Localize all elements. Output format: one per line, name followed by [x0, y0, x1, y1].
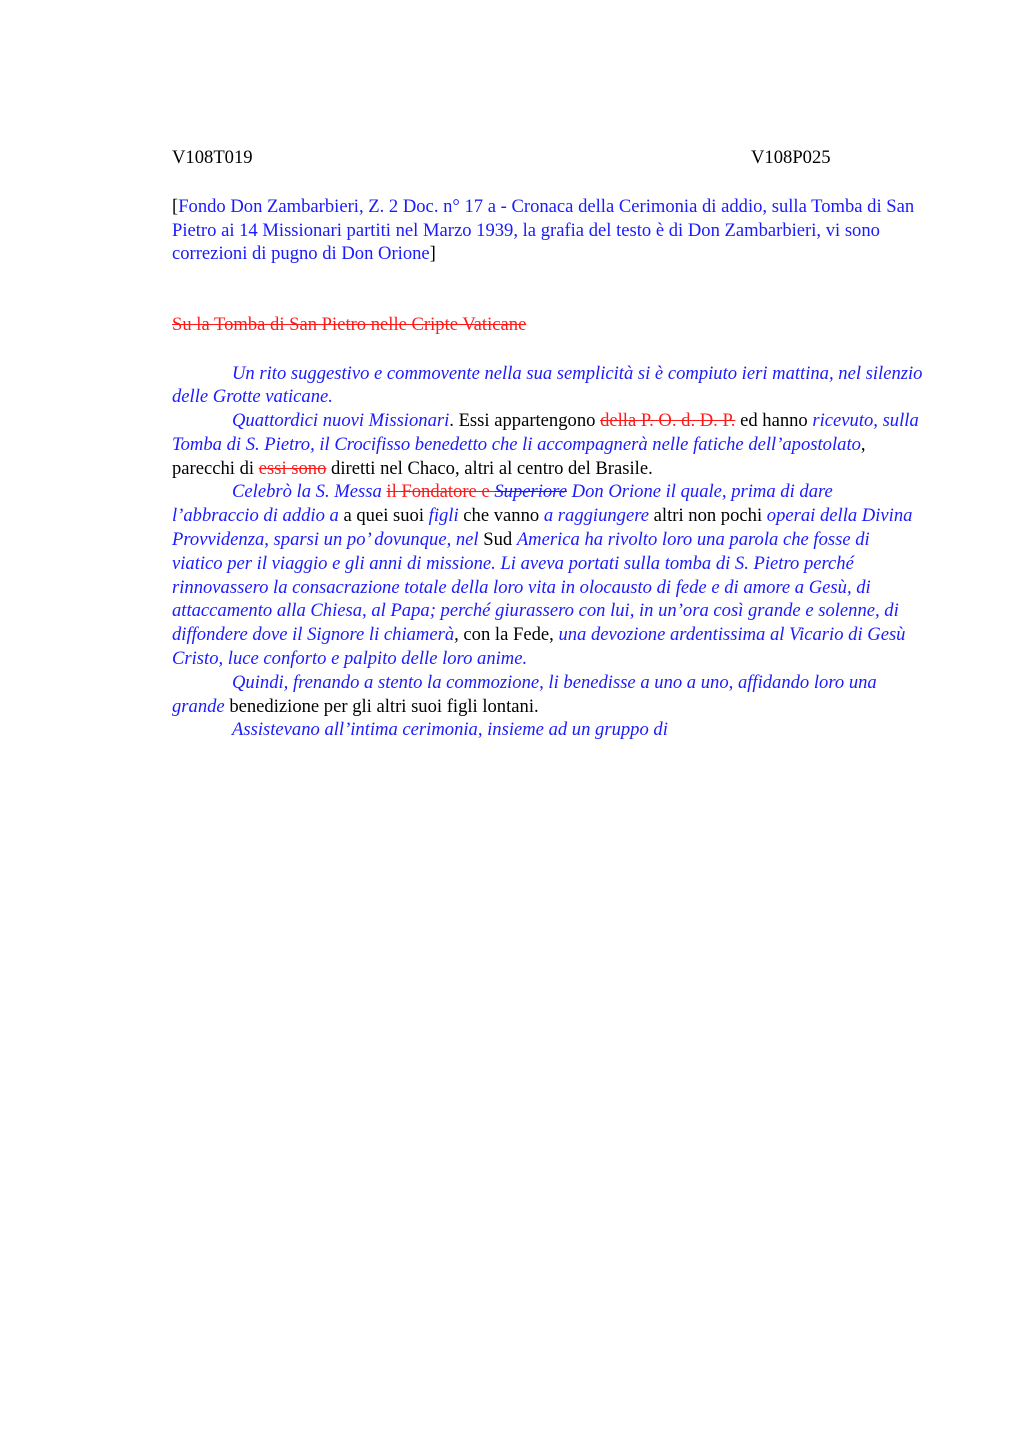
text-span: diretti nel Chaco, altri al centro del Brasile. — [326, 457, 653, 479]
struck-title: Su la Tomba di San Pietro nelle Cripte Vaticane — [172, 313, 527, 335]
text-span: Quindi, frenando a stento la commozione, li benedisse a uno a uno, affidando loro una grande — [172, 671, 877, 717]
text-span: Assistevano all’intima cerimonia, insieme ad un gruppo di — [232, 719, 668, 741]
paragraph-4 — [172, 671, 924, 719]
text-span: , con la Fede, — [454, 624, 559, 646]
paragraph-3 — [172, 480, 924, 670]
text-span: Celebrò la S. Messa — [232, 481, 387, 503]
archive-note-text: Fondo Don Zambarbieri, Z. 2 Doc. n° 17 a - Cronaca della Cerimonia di addio, sulla Tomba di San Pietro ai 14 Missionari partiti nel Marzo 1939, la grafia del testo è di Don Zambarbieri, vi sono correzioni di pugno di Don Orione — [172, 196, 915, 264]
document-title — [172, 313, 924, 337]
struck-text: Superiore — [494, 481, 567, 503]
text-span: che vanno — [458, 505, 544, 527]
text-span: operai della Divina Provvidenza, sparsi un po’ dovunque, nel — [172, 505, 913, 551]
paragraph-2 — [172, 409, 924, 480]
open-bracket: [ — [172, 196, 179, 217]
text-span: ed hanno — [735, 410, 813, 432]
page-code: V108P025 — [751, 147, 831, 168]
text-span: Un rito suggestivo e commovente nella sua semplicità si è compiuto ieri mattina, nel silenzio delle Grotte vaticane. — [172, 362, 923, 408]
text-span: America ha rivolto loro una parola che fosse di viatico per il viaggio e gli anni di missione. Li aveva portati sulla tomba di S. Pietro perché rinnovassero la consacrazione totale della loro vita in olocausto di fede e di amore a Gesù, di attaccamento alla Chiesa, al Papa; perché giurassero con lui, in un’ora così grande e solenne, di diffondere dove il Signore li chiamerà — [172, 529, 899, 646]
text-span: . Essi appartengono — [449, 410, 601, 432]
text-span: , parecchi di — [172, 433, 866, 479]
struck-text: della P. O. d. D. P. — [600, 410, 736, 432]
text-code: V108T019 — [172, 147, 253, 168]
paragraph-1 — [172, 362, 924, 410]
archive-note — [172, 195, 924, 266]
text-span: figli — [428, 505, 459, 527]
document-body — [172, 362, 924, 743]
document-page — [172, 145, 924, 742]
text-span: Don Orione il quale, prima di dare l’abbraccio di addio a — [172, 481, 833, 527]
struck-text: essi sono — [258, 457, 327, 479]
text-span: a quei suoi — [338, 505, 429, 527]
text-span: altri non pochi — [649, 505, 767, 527]
document-header — [172, 145, 924, 171]
text-span: a raggiungere — [543, 505, 650, 527]
close-bracket: ] — [429, 243, 436, 264]
text-span: Quattordici nuovi Missionari — [232, 410, 450, 432]
text-span: una devozione ardentissima al Vicario di Gesù Cristo, luce conforto e palpito delle loro anime. — [172, 624, 906, 670]
text-span: benedizione per gli altri suoi figli lontani. — [224, 695, 539, 717]
paragraph-5 — [172, 718, 924, 742]
struck-text: il Fondatore e — [386, 481, 495, 503]
text-span: Sud — [478, 529, 517, 551]
text-span: ricevuto, sulla Tomba di S. Pietro, il Crocifisso benedetto che li accompagnerà nelle fatiche dell’apostolato — [172, 410, 919, 455]
